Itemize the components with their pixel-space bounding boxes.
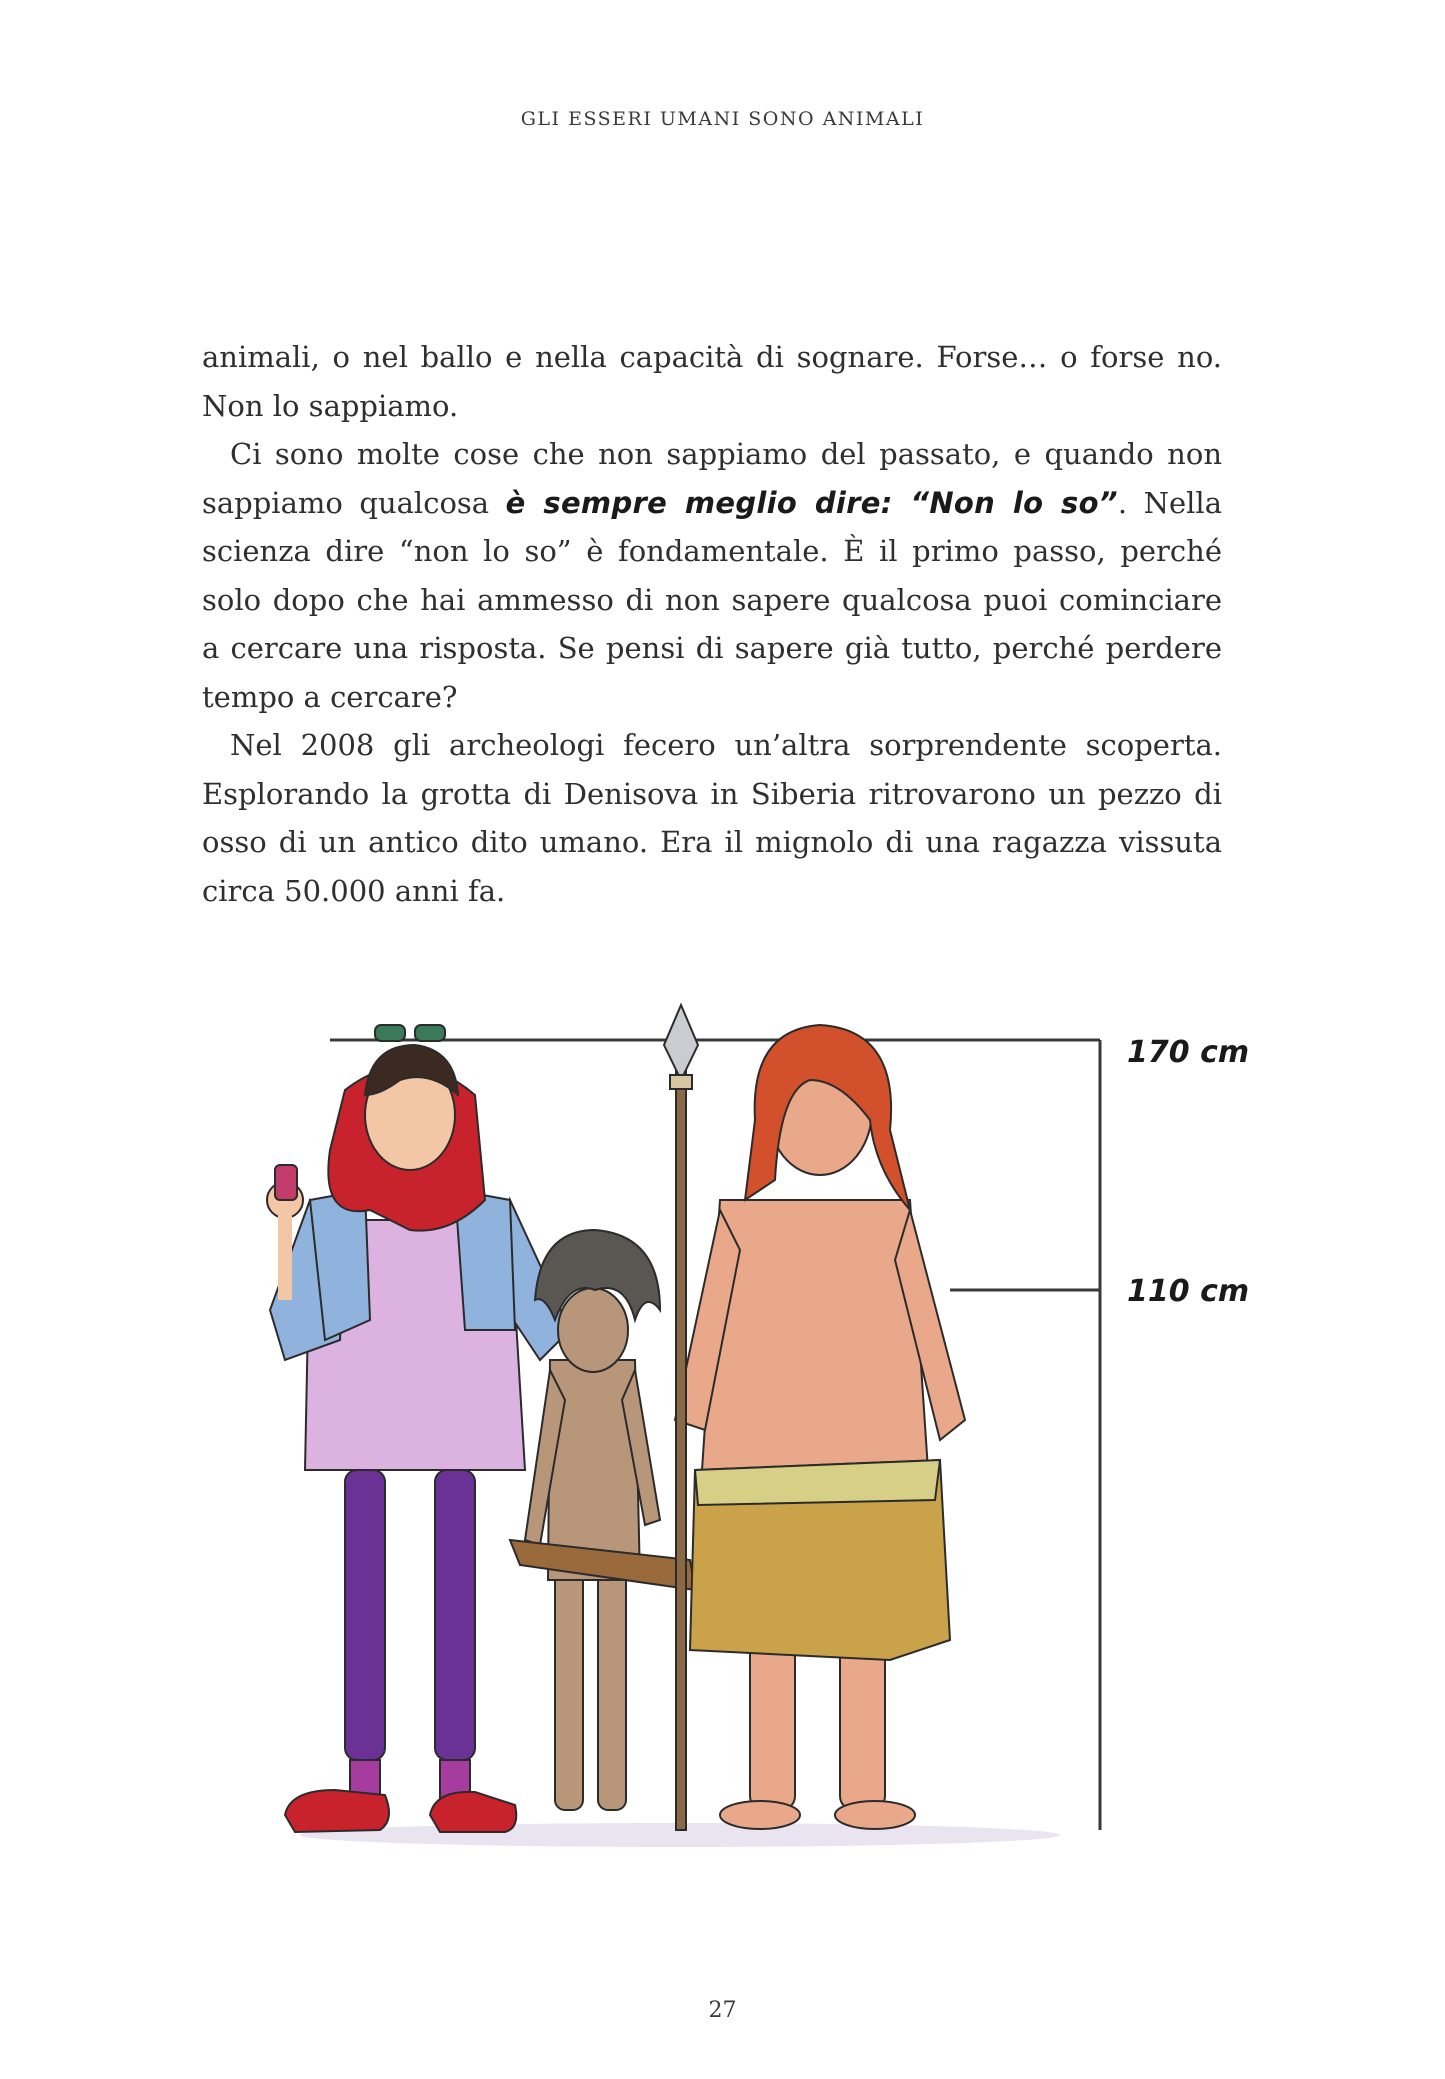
running-header: GLI ESSERI UMANI SONO ANIMALI bbox=[520, 108, 925, 130]
neanderthal-figure bbox=[675, 1025, 965, 1829]
paragraph-2-end: . Nella scienza dire “non lo so” è fondamentale. È il primo passo, perché solo dopo che hai ammesso di non sapere qualcosa puoi cominciare a cercare una risposta. Se pensi di sapere già tutto, perché perdere tempo a cercare? bbox=[202, 485, 1222, 714]
handwritten-emphasis: è sempre meglio dire: “Non lo so” bbox=[505, 485, 1118, 520]
height-label-170: 170 cm bbox=[1127, 1035, 1250, 1070]
page-number: 27 bbox=[708, 1998, 737, 2023]
body-text bbox=[202, 333, 1222, 915]
height-comparison-illustration bbox=[250, 1000, 1250, 1880]
modern-girl bbox=[267, 1025, 570, 1832]
height-label-110: 110 cm bbox=[1127, 1274, 1250, 1309]
paragraph-2-start: Ci sono molte cose che non sappiamo del passato, e quando non sappiamo qualcosa bbox=[202, 437, 1222, 520]
paragraph-2 bbox=[202, 430, 1222, 721]
paragraph-1: animali, o nel ballo e nella capacità di sognare. Forse… o forse no. Non lo sappiamo. bbox=[202, 340, 1222, 423]
paragraph-3: Nel 2008 gli archeologi fecero un’altra sorprendente scoperta. Esplorando la grotta di Denisova in Siberia ritrovarono un pezzo di osso di un antico dito umano. Era il mignolo di una ragazza vissuta circa 50.000 anni fa. bbox=[202, 728, 1222, 908]
